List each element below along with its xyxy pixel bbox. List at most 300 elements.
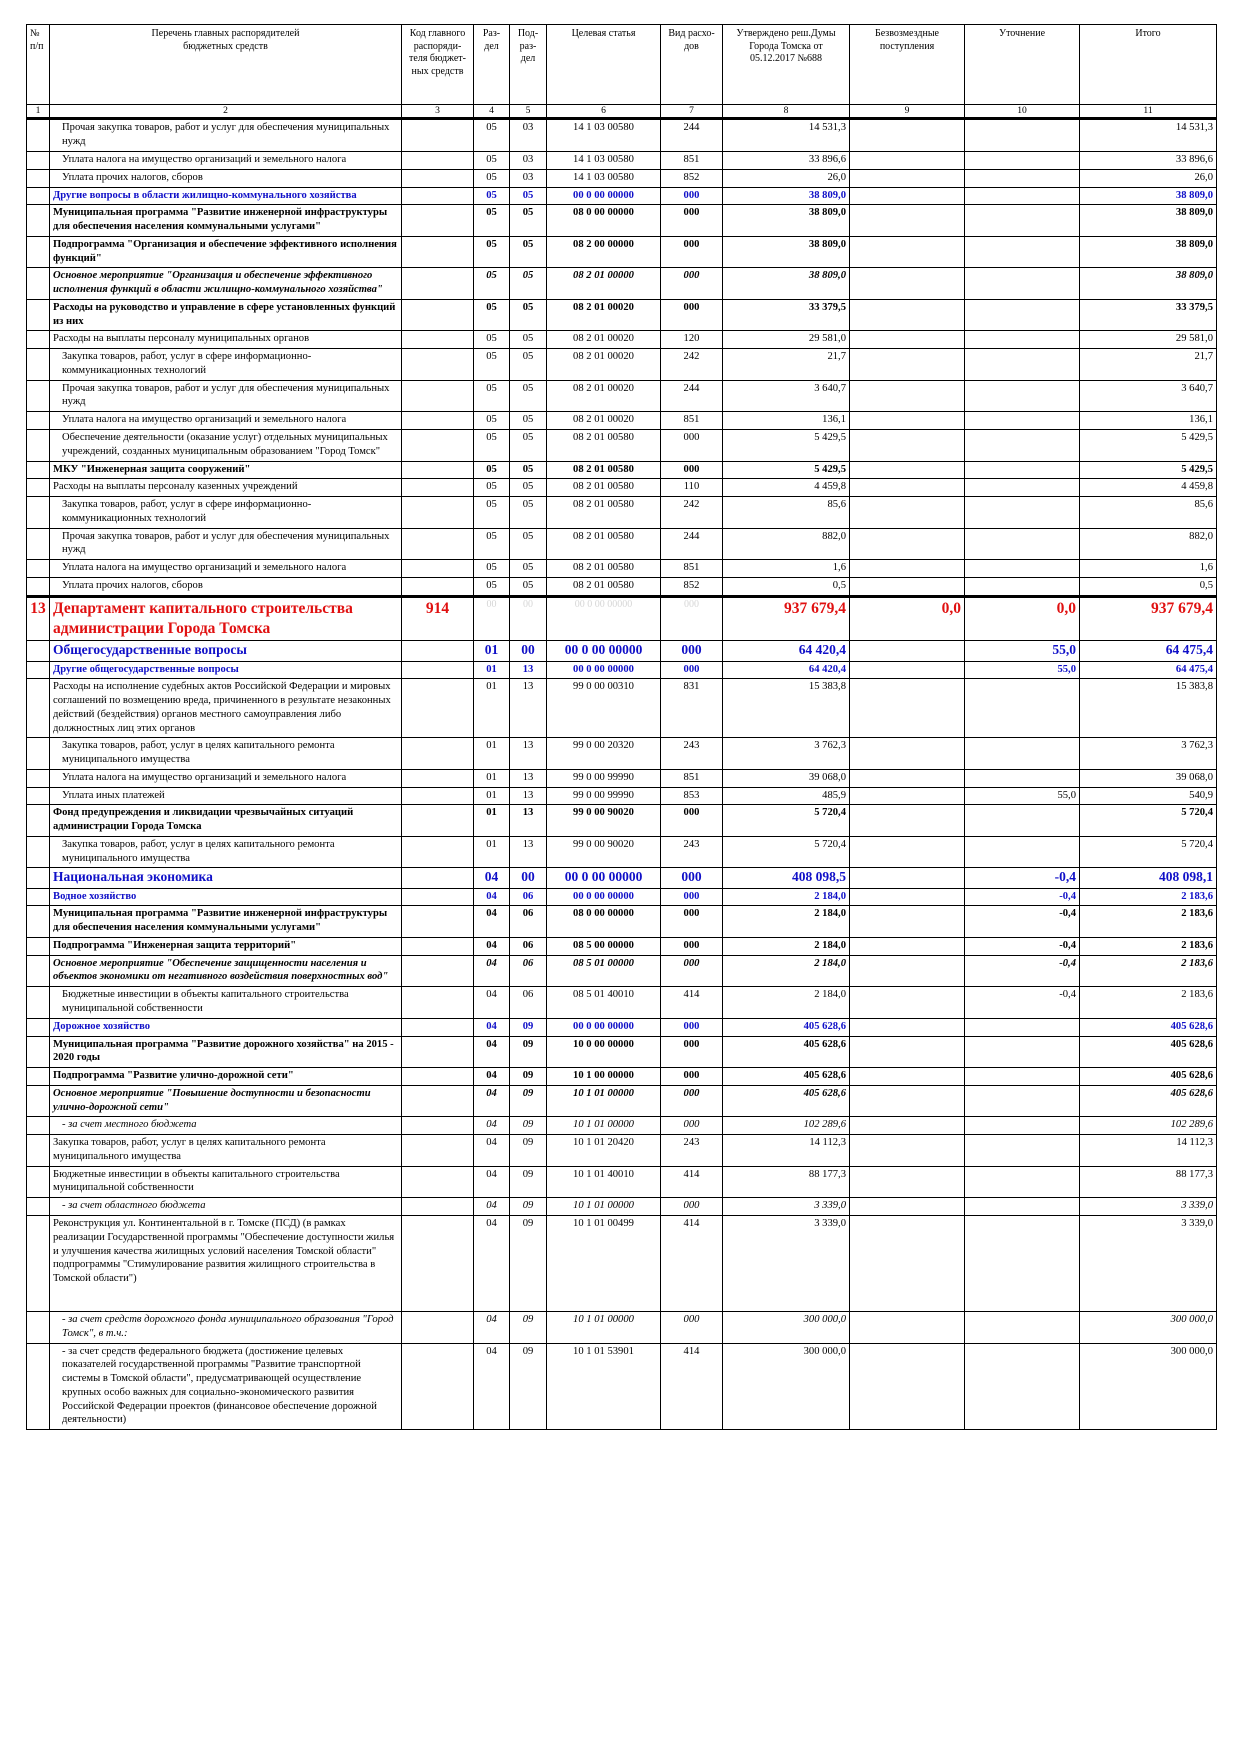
row-adjustment xyxy=(965,479,1080,497)
row-total: 3 339,0 xyxy=(1080,1215,1217,1311)
row-gl-code xyxy=(402,268,474,300)
row-target-article: 08 0 00 00000 xyxy=(547,906,661,938)
row-number xyxy=(27,479,50,497)
row-gratuitous xyxy=(850,1135,965,1167)
row-expense-type: 000 xyxy=(661,1311,723,1343)
table-row xyxy=(27,349,1217,381)
row-total: 405 628,6 xyxy=(1080,1036,1217,1068)
row-target-article: 08 2 01 00580 xyxy=(547,528,661,560)
table-row xyxy=(27,937,1217,955)
row-razdel: 05 xyxy=(474,152,510,170)
row-gratuitous xyxy=(850,1068,965,1086)
row-gl-code xyxy=(402,1343,474,1430)
row-number xyxy=(27,1085,50,1117)
row-adjustment xyxy=(965,1311,1080,1343)
table-row xyxy=(27,836,1217,868)
row-total: 300 000,0 xyxy=(1080,1311,1217,1343)
row-name: Основное мероприятие "Организация и обеспечение эффективного исполнения функций в области жилищно-коммунального хозяйства" xyxy=(50,268,402,300)
row-gratuitous xyxy=(850,205,965,237)
row-podrazdel: 05 xyxy=(510,479,547,497)
row-expense-type: 000 xyxy=(661,888,723,906)
row-podrazdel: 13 xyxy=(510,836,547,868)
row-total: 39 068,0 xyxy=(1080,769,1217,787)
row-expense-type: 243 xyxy=(661,836,723,868)
row-number xyxy=(27,906,50,938)
row-number xyxy=(27,1036,50,1068)
row-name: Муниципальная программа "Развитие инженерной инфраструктуры для обеспечения населения коммунальными услугами" xyxy=(50,205,402,237)
row-razdel: 05 xyxy=(474,479,510,497)
table-row xyxy=(27,1311,1217,1343)
row-target-article: 10 1 01 00000 xyxy=(547,1311,661,1343)
row-total: 26,0 xyxy=(1080,169,1217,187)
row-adjustment xyxy=(965,119,1080,152)
row-razdel: 01 xyxy=(474,641,510,661)
row-total: 3 762,3 xyxy=(1080,738,1217,770)
row-adjustment xyxy=(965,805,1080,837)
row-razdel: 05 xyxy=(474,577,510,596)
row-adjustment xyxy=(965,769,1080,787)
row-number xyxy=(27,430,50,462)
table-row xyxy=(27,1166,1217,1198)
row-total: 21,7 xyxy=(1080,349,1217,381)
row-gl-code xyxy=(402,205,474,237)
row-approved: 88 177,3 xyxy=(723,1166,850,1198)
table-row xyxy=(27,461,1217,479)
row-adjustment xyxy=(965,299,1080,331)
row-gratuitous xyxy=(850,787,965,805)
row-expense-type: 000 xyxy=(661,1036,723,1068)
row-name: Подпрограмма "Инженерная защита территорий" xyxy=(50,937,402,955)
row-name: Водное хозяйство xyxy=(50,888,402,906)
row-name: Бюджетные инвестиции в объекты капитального строительства муниципальной собственности xyxy=(50,1166,402,1198)
row-approved: 3 640,7 xyxy=(723,380,850,412)
row-approved: 0,5 xyxy=(723,577,850,596)
row-approved: 38 809,0 xyxy=(723,268,850,300)
row-gratuitous xyxy=(850,412,965,430)
row-name: Подпрограмма "Развитие улично-дорожной сети" xyxy=(50,1068,402,1086)
row-adjustment xyxy=(965,1215,1080,1311)
row-gl-code xyxy=(402,1036,474,1068)
row-expense-type: 414 xyxy=(661,987,723,1019)
row-adjustment xyxy=(965,152,1080,170)
row-total: 38 809,0 xyxy=(1080,268,1217,300)
row-gratuitous xyxy=(850,738,965,770)
row-target-article: 14 1 03 00580 xyxy=(547,119,661,152)
row-total: 88 177,3 xyxy=(1080,1166,1217,1198)
row-podrazdel: 09 xyxy=(510,1311,547,1343)
row-podrazdel: 05 xyxy=(510,268,547,300)
row-podrazdel: 05 xyxy=(510,236,547,268)
column-header-6: Целевая статья xyxy=(547,25,661,105)
row-name: Прочая закупка товаров, работ и услуг для обеспечения муниципальных нужд xyxy=(50,528,402,560)
row-gratuitous xyxy=(850,187,965,205)
row-gratuitous xyxy=(850,805,965,837)
row-expense-type: 851 xyxy=(661,769,723,787)
row-approved: 29 581,0 xyxy=(723,331,850,349)
row-gratuitous xyxy=(850,1198,965,1216)
row-number xyxy=(27,937,50,955)
row-approved: 1,6 xyxy=(723,560,850,578)
row-gl-code xyxy=(402,955,474,987)
row-target-article: 00 0 00 00000 xyxy=(547,596,661,641)
row-target-article: 08 2 01 00580 xyxy=(547,461,661,479)
row-adjustment: 0,0 xyxy=(965,596,1080,641)
row-gl-code xyxy=(402,1215,474,1311)
row-number xyxy=(27,868,50,888)
row-target-article: 08 2 01 00020 xyxy=(547,380,661,412)
row-adjustment xyxy=(965,528,1080,560)
row-razdel: 04 xyxy=(474,955,510,987)
row-total: 937 679,4 xyxy=(1080,596,1217,641)
row-gl-code xyxy=(402,331,474,349)
row-razdel: 01 xyxy=(474,661,510,679)
row-gl-code xyxy=(402,1117,474,1135)
row-number xyxy=(27,119,50,152)
row-target-article: 00 0 00 00000 xyxy=(547,641,661,661)
row-podrazdel: 13 xyxy=(510,661,547,679)
row-razdel: 05 xyxy=(474,349,510,381)
row-number xyxy=(27,299,50,331)
row-number xyxy=(27,787,50,805)
row-razdel: 01 xyxy=(474,679,510,738)
row-expense-type: 000 xyxy=(661,430,723,462)
row-name: Уплата прочих налогов, сборов xyxy=(50,577,402,596)
row-target-article: 08 2 01 00020 xyxy=(547,412,661,430)
row-podrazdel: 09 xyxy=(510,1135,547,1167)
table-row xyxy=(27,1068,1217,1086)
row-gratuitous: 0,0 xyxy=(850,596,965,641)
row-podrazdel: 03 xyxy=(510,119,547,152)
row-name: Подпрограмма "Организация и обеспечение эффективного исполнения функций" xyxy=(50,236,402,268)
row-adjustment: 55,0 xyxy=(965,787,1080,805)
row-adjustment: -0,4 xyxy=(965,955,1080,987)
row-approved: 5 720,4 xyxy=(723,805,850,837)
row-razdel: 05 xyxy=(474,331,510,349)
row-target-article: 10 0 00 00000 xyxy=(547,1036,661,1068)
table-row xyxy=(27,679,1217,738)
row-adjustment xyxy=(965,738,1080,770)
row-podrazdel: 05 xyxy=(510,349,547,381)
row-razdel: 04 xyxy=(474,1343,510,1430)
row-expense-type: 243 xyxy=(661,738,723,770)
row-razdel: 05 xyxy=(474,497,510,529)
row-adjustment xyxy=(965,169,1080,187)
row-podrazdel: 13 xyxy=(510,738,547,770)
row-gl-code xyxy=(402,412,474,430)
row-total: 2 183,6 xyxy=(1080,987,1217,1019)
row-number xyxy=(27,1343,50,1430)
row-target-article: 99 0 00 90020 xyxy=(547,805,661,837)
table-row xyxy=(27,1036,1217,1068)
row-number xyxy=(27,888,50,906)
row-target-article: 00 0 00 00000 xyxy=(547,888,661,906)
row-number xyxy=(27,1135,50,1167)
row-gl-code xyxy=(402,1311,474,1343)
row-number xyxy=(27,187,50,205)
row-adjustment xyxy=(965,236,1080,268)
row-name: Уплата налога на имущество организаций и земельного налога xyxy=(50,152,402,170)
row-name: Национальная экономика xyxy=(50,868,402,888)
row-gratuitous xyxy=(850,1343,965,1430)
row-expense-type: 242 xyxy=(661,349,723,381)
row-gratuitous xyxy=(850,152,965,170)
row-gratuitous xyxy=(850,641,965,661)
row-name: Расходы на выплаты персоналу муниципальных органов xyxy=(50,331,402,349)
row-target-article: 08 2 01 00020 xyxy=(547,299,661,331)
row-gratuitous xyxy=(850,577,965,596)
row-number: 13 xyxy=(27,596,50,641)
row-total: 3 339,0 xyxy=(1080,1198,1217,1216)
row-adjustment: 55,0 xyxy=(965,661,1080,679)
row-gratuitous xyxy=(850,430,965,462)
row-gl-code xyxy=(402,497,474,529)
row-approved: 85,6 xyxy=(723,497,850,529)
row-gratuitous xyxy=(850,868,965,888)
row-gl-code xyxy=(402,577,474,596)
row-target-article: 10 1 01 00000 xyxy=(547,1085,661,1117)
table-row xyxy=(27,479,1217,497)
row-expense-type: 851 xyxy=(661,412,723,430)
row-podrazdel: 05 xyxy=(510,461,547,479)
row-number xyxy=(27,805,50,837)
row-approved: 64 420,4 xyxy=(723,641,850,661)
row-adjustment: -0,4 xyxy=(965,888,1080,906)
row-adjustment xyxy=(965,1018,1080,1036)
row-total: 2 183,6 xyxy=(1080,937,1217,955)
table-row xyxy=(27,1343,1217,1430)
table-row xyxy=(27,955,1217,987)
row-total: 405 628,6 xyxy=(1080,1018,1217,1036)
row-approved: 5 429,5 xyxy=(723,461,850,479)
row-adjustment: -0,4 xyxy=(965,868,1080,888)
row-gl-code xyxy=(402,461,474,479)
row-number xyxy=(27,205,50,237)
row-gl-code xyxy=(402,987,474,1019)
row-approved: 102 289,6 xyxy=(723,1117,850,1135)
row-expense-type: 852 xyxy=(661,577,723,596)
row-name: Муниципальная программа "Развитие инженерной инфраструктуры для обеспечения населения коммунальными услугами" xyxy=(50,906,402,938)
row-podrazdel: 05 xyxy=(510,528,547,560)
table-row xyxy=(27,1198,1217,1216)
row-razdel: 01 xyxy=(474,787,510,805)
row-total: 38 809,0 xyxy=(1080,187,1217,205)
column-number-8: 8 xyxy=(723,105,850,119)
row-approved: 33 896,6 xyxy=(723,152,850,170)
row-number xyxy=(27,1018,50,1036)
row-total: 5 429,5 xyxy=(1080,461,1217,479)
row-razdel: 04 xyxy=(474,987,510,1019)
row-target-article: 00 0 00 00000 xyxy=(547,1018,661,1036)
row-number xyxy=(27,528,50,560)
column-number-6: 6 xyxy=(547,105,661,119)
row-podrazdel: 05 xyxy=(510,331,547,349)
row-total: 14 112,3 xyxy=(1080,1135,1217,1167)
row-gratuitous xyxy=(850,987,965,1019)
row-gratuitous xyxy=(850,331,965,349)
row-target-article: 08 2 01 00580 xyxy=(547,479,661,497)
row-target-article: 99 0 00 90020 xyxy=(547,836,661,868)
row-razdel: 05 xyxy=(474,430,510,462)
row-podrazdel: 05 xyxy=(510,412,547,430)
column-number-7: 7 xyxy=(661,105,723,119)
row-podrazdel: 05 xyxy=(510,187,547,205)
row-gl-code xyxy=(402,119,474,152)
row-razdel: 05 xyxy=(474,187,510,205)
row-gl-code xyxy=(402,888,474,906)
table-row xyxy=(27,169,1217,187)
row-expense-type: 414 xyxy=(661,1343,723,1430)
row-podrazdel: 05 xyxy=(510,380,547,412)
row-podrazdel: 05 xyxy=(510,497,547,529)
row-target-article: 08 0 00 00000 xyxy=(547,205,661,237)
row-gl-code xyxy=(402,641,474,661)
row-adjustment xyxy=(965,461,1080,479)
row-total: 882,0 xyxy=(1080,528,1217,560)
row-number xyxy=(27,679,50,738)
row-target-article: 08 5 01 00000 xyxy=(547,955,661,987)
row-target-article: 08 2 01 00020 xyxy=(547,349,661,381)
table-row xyxy=(27,805,1217,837)
row-name: Уплата налога на имущество организаций и земельного налога xyxy=(50,560,402,578)
table-row xyxy=(27,769,1217,787)
row-total: 64 475,4 xyxy=(1080,641,1217,661)
table-row xyxy=(27,205,1217,237)
row-target-article: 10 1 01 00000 xyxy=(547,1117,661,1135)
column-number-10: 10 xyxy=(965,105,1080,119)
row-approved: 64 420,4 xyxy=(723,661,850,679)
table-row xyxy=(27,1085,1217,1117)
row-gratuitous xyxy=(850,268,965,300)
row-gl-code: 914 xyxy=(402,596,474,641)
row-expense-type: 120 xyxy=(661,331,723,349)
row-name: - за счет средств дорожного фонда муниципального образования "Город Томск", в т.ч.: xyxy=(50,1311,402,1343)
row-gl-code xyxy=(402,349,474,381)
row-name: Реконструкция ул. Континентальной в г. Томске (ПСД) (в рамках реализации Государственной программы "Обеспечение доступности жилья и улучшения качества жилищных условий населения Томской области" подпрограммы "Стимулирование развития жилищного строительства в Томской области") xyxy=(50,1215,402,1311)
row-target-article: 14 1 03 00580 xyxy=(547,169,661,187)
column-number-3: 3 xyxy=(402,105,474,119)
row-razdel: 04 xyxy=(474,1117,510,1135)
column-number-5: 5 xyxy=(510,105,547,119)
row-adjustment xyxy=(965,560,1080,578)
row-gratuitous xyxy=(850,1085,965,1117)
row-total: 2 183,6 xyxy=(1080,888,1217,906)
row-total: 408 098,1 xyxy=(1080,868,1217,888)
row-number xyxy=(27,349,50,381)
row-total: 405 628,6 xyxy=(1080,1068,1217,1086)
row-gratuitous xyxy=(850,906,965,938)
row-adjustment xyxy=(965,205,1080,237)
row-gl-code xyxy=(402,169,474,187)
row-number xyxy=(27,641,50,661)
row-target-article: 10 1 00 00000 xyxy=(547,1068,661,1086)
budget-sheet xyxy=(26,24,1216,1430)
row-total: 5 720,4 xyxy=(1080,836,1217,868)
row-razdel: 05 xyxy=(474,268,510,300)
table-row xyxy=(27,641,1217,661)
table-row xyxy=(27,906,1217,938)
column-header-8: Утверждено реш.Думы Города Томска от 05.12.2017 №688 xyxy=(723,25,850,105)
row-gratuitous xyxy=(850,528,965,560)
row-approved: 5 429,5 xyxy=(723,430,850,462)
table-row xyxy=(27,1117,1217,1135)
row-target-article: 99 0 00 00310 xyxy=(547,679,661,738)
row-podrazdel: 13 xyxy=(510,787,547,805)
row-razdel: 04 xyxy=(474,1198,510,1216)
row-gratuitous xyxy=(850,937,965,955)
row-expense-type: 000 xyxy=(661,1068,723,1086)
row-adjustment xyxy=(965,497,1080,529)
row-gratuitous xyxy=(850,299,965,331)
row-gl-code xyxy=(402,1018,474,1036)
row-razdel: 04 xyxy=(474,906,510,938)
row-name: Уплата налога на имущество организаций и земельного налога xyxy=(50,769,402,787)
row-total: 3 640,7 xyxy=(1080,380,1217,412)
row-adjustment xyxy=(965,577,1080,596)
table-row xyxy=(27,987,1217,1019)
row-gl-code xyxy=(402,661,474,679)
row-gl-code xyxy=(402,805,474,837)
column-header-4: Раз- дел xyxy=(474,25,510,105)
row-podrazdel: 05 xyxy=(510,299,547,331)
row-name: Закупка товаров, работ, услуг в сфере информационно-коммуникационных технологий xyxy=(50,497,402,529)
row-gratuitous xyxy=(850,236,965,268)
column-header-11: Итого xyxy=(1080,25,1217,105)
row-gratuitous xyxy=(850,1117,965,1135)
table-body xyxy=(27,119,1217,1430)
row-expense-type: 852 xyxy=(661,169,723,187)
row-adjustment xyxy=(965,1068,1080,1086)
row-razdel: 01 xyxy=(474,805,510,837)
row-podrazdel: 05 xyxy=(510,560,547,578)
row-name: Закупка товаров, работ, услуг в сфере информационно-коммуникационных технологий xyxy=(50,349,402,381)
table-row xyxy=(27,187,1217,205)
row-expense-type: 000 xyxy=(661,461,723,479)
table-row xyxy=(27,268,1217,300)
column-header-7: Вид расхо- дов xyxy=(661,25,723,105)
row-podrazdel: 00 xyxy=(510,868,547,888)
row-total: 2 183,6 xyxy=(1080,906,1217,938)
row-approved: 300 000,0 xyxy=(723,1343,850,1430)
row-expense-type: 414 xyxy=(661,1215,723,1311)
row-number xyxy=(27,152,50,170)
row-adjustment xyxy=(965,1343,1080,1430)
row-approved: 5 720,4 xyxy=(723,836,850,868)
row-approved: 38 809,0 xyxy=(723,187,850,205)
row-total: 29 581,0 xyxy=(1080,331,1217,349)
table-row xyxy=(27,738,1217,770)
row-expense-type: 414 xyxy=(661,1166,723,1198)
row-number xyxy=(27,1166,50,1198)
row-total: 14 531,3 xyxy=(1080,119,1217,152)
row-expense-type: 000 xyxy=(661,868,723,888)
row-gl-code xyxy=(402,769,474,787)
row-total: 38 809,0 xyxy=(1080,236,1217,268)
row-gratuitous xyxy=(850,1311,965,1343)
row-approved: 2 184,0 xyxy=(723,888,850,906)
row-total: 33 896,6 xyxy=(1080,152,1217,170)
row-gl-code xyxy=(402,836,474,868)
row-approved: 937 679,4 xyxy=(723,596,850,641)
row-expense-type: 000 xyxy=(661,955,723,987)
row-razdel: 05 xyxy=(474,299,510,331)
row-adjustment xyxy=(965,1135,1080,1167)
row-name: Муниципальная программа "Развитие дорожного хозяйства" на 2015 - 2020 годы xyxy=(50,1036,402,1068)
row-razdel: 04 xyxy=(474,937,510,955)
row-approved: 3 762,3 xyxy=(723,738,850,770)
row-total: 300 000,0 xyxy=(1080,1343,1217,1430)
row-approved: 38 809,0 xyxy=(723,205,850,237)
row-razdel: 05 xyxy=(474,528,510,560)
